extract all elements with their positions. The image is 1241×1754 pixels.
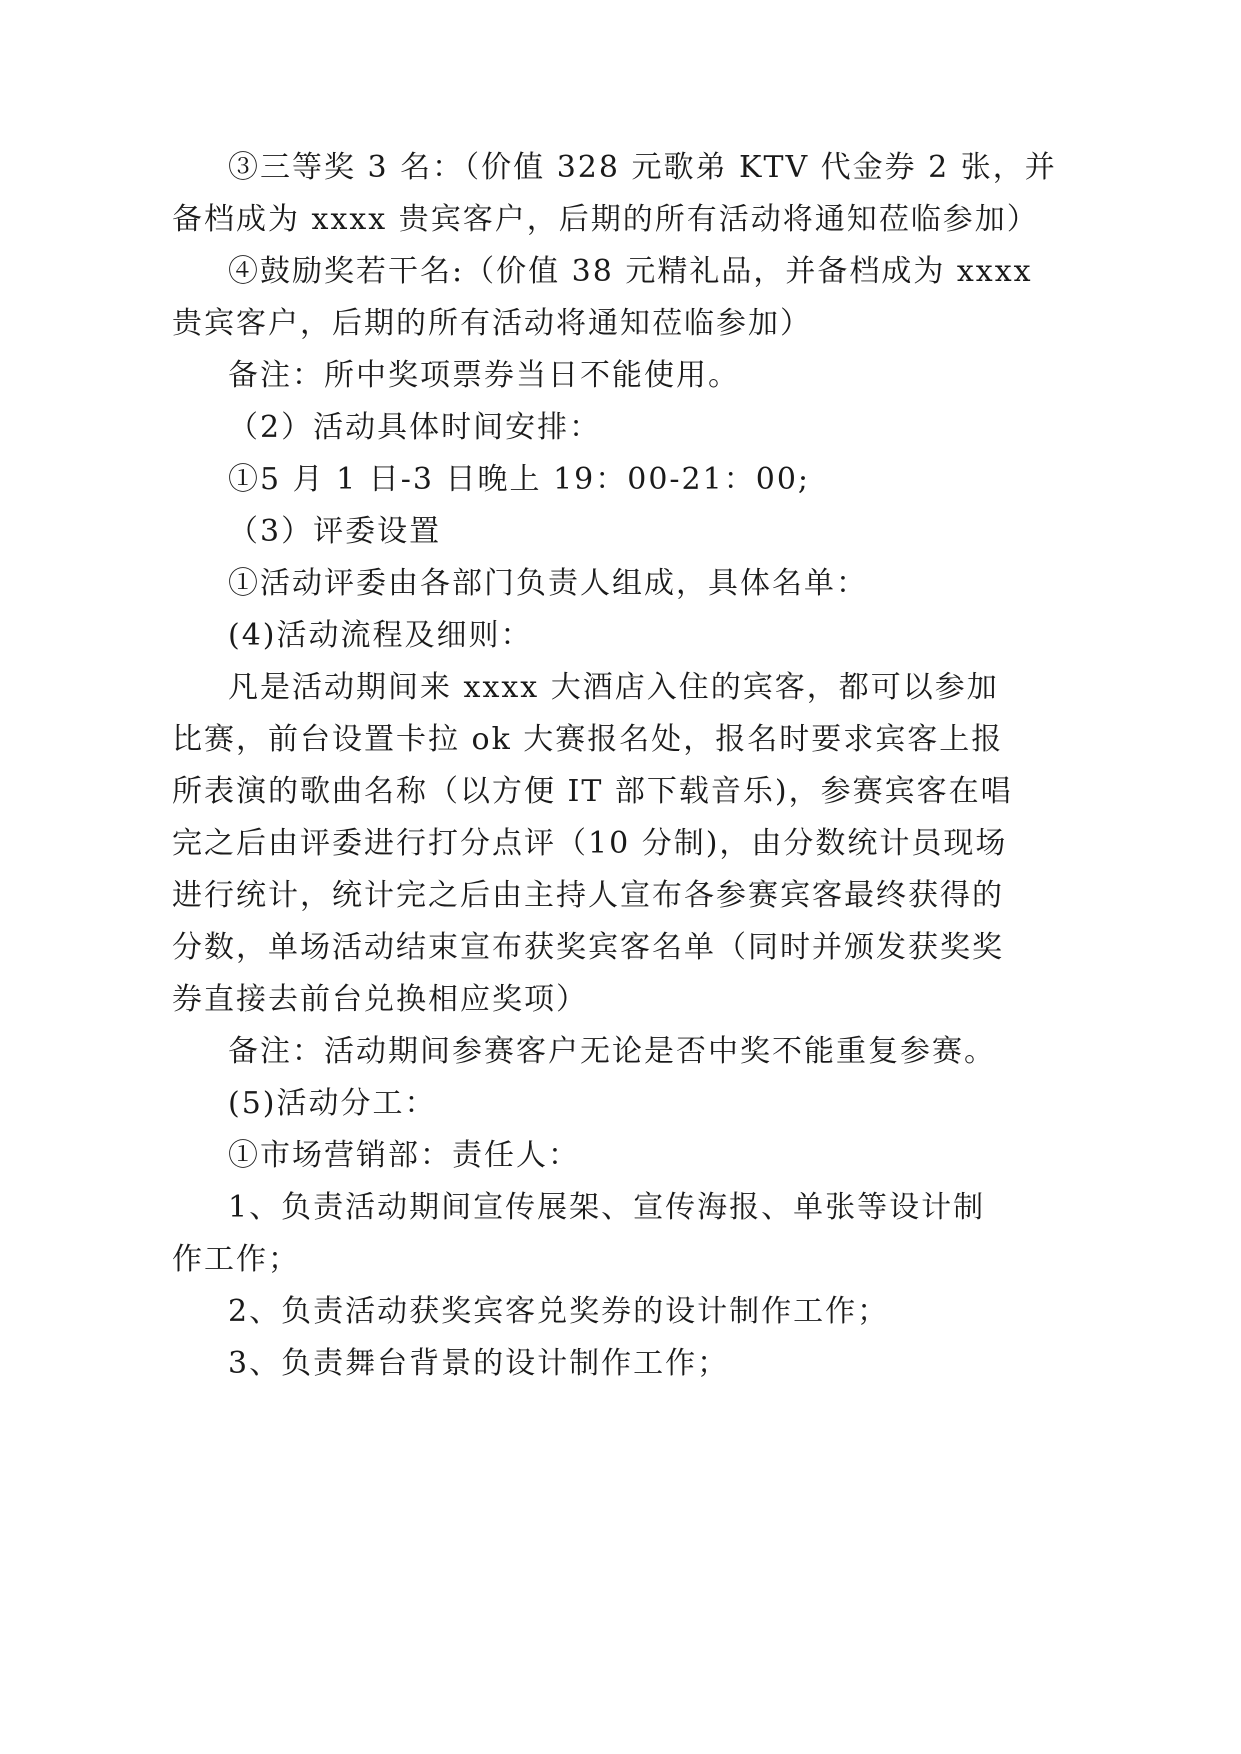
text-line: (5)活动分工： (228, 1086, 437, 1121)
text-line: 分数，单场活动结束宣布获奖宾客名单（同时并颁发获奖奖 (172, 930, 1004, 965)
text-line: （2）活动具体时间安排： (228, 410, 602, 445)
text-line: 完之后由评委进行打分点评（10 分制)，由分数统计员现场 (172, 826, 1008, 861)
text-line: ①市场营销部：责任人： (228, 1138, 580, 1173)
text-line: （3）评委设置 (228, 514, 442, 549)
text-line: 贵宾客户，后期的所有活动将通知莅临参加） (172, 306, 812, 341)
text-line: ④鼓励奖若干名:（价值 38 元精礼品，并备档成为 xxxx (228, 254, 1033, 289)
text-line: 凡是活动期间来 xxxx 大酒店入住的宾客，都可以参加 (228, 670, 999, 705)
text-line: 2、负责活动获奖宾客兑奖券的设计制作工作； (228, 1294, 890, 1329)
text-line: 进行统计，统计完之后由主持人宣布各参赛宾客最终获得的 (172, 878, 1004, 913)
text-line: ①活动评委由各部门负责人组成，具体名单： (228, 566, 868, 601)
text-line: 作工作； (172, 1242, 300, 1277)
text-line: (4)活动流程及细则： (228, 618, 533, 653)
text-line: 备注：所中奖项票券当日不能使用。 (228, 358, 740, 393)
text-line: 1、负责活动期间宣传展架、宣传海报、单张等设计制 (228, 1190, 986, 1225)
text-line: 所表演的歌曲名称（以方便 IT 部下载音乐)，参赛宾客在唱 (172, 774, 1013, 809)
text-line: ①5 月 1 日-3 日晚上 19：00-21：00; (228, 462, 811, 497)
text-line: 比赛，前台设置卡拉 ok 大赛报名处，报名时要求宾客上报 (172, 722, 1004, 757)
text-line: 备档成为 xxxx 贵宾客户，后期的所有活动将通知莅临参加） (172, 202, 1039, 237)
text-line: 3、负责舞台背景的设计制作工作； (228, 1346, 730, 1381)
text-line: 券直接去前台兑换相应奖项） (172, 982, 588, 1017)
text-line: 备注：活动期间参赛客户无论是否中奖不能重复参赛。 (228, 1034, 996, 1069)
text-line: ③三等奖 3 名：（价值 328 元歌弟 KTV 代金券 2 张，并 (228, 150, 1057, 185)
